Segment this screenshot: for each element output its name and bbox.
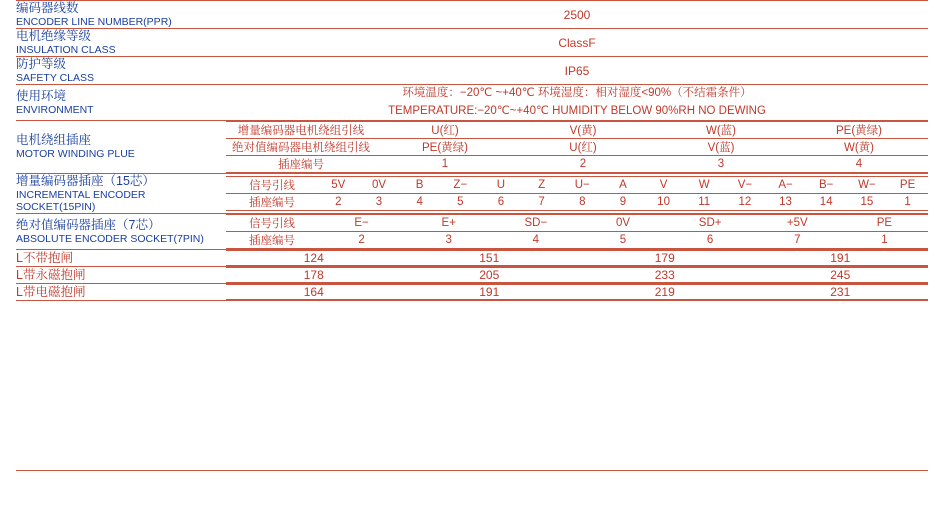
winding-subrow-1 bbox=[226, 121, 928, 138]
incremental-cell: 9 bbox=[603, 194, 644, 211]
incremental-subrow-signal bbox=[226, 177, 928, 194]
absolute-cell: 6 bbox=[667, 232, 754, 249]
row-label-length-permanent-brake: L带永磁抱闸 bbox=[16, 267, 226, 284]
table-row-length-no-brake bbox=[16, 250, 928, 267]
winding-cell: 3 bbox=[652, 155, 790, 172]
winding-lead-1: 增量编码器电机绕组引线 bbox=[226, 121, 376, 138]
incremental-cell: 7 bbox=[521, 194, 562, 211]
row-value-length-electro-brake bbox=[226, 284, 928, 301]
incremental-cell: A bbox=[603, 177, 644, 194]
table-row-encoder-line bbox=[16, 1, 928, 29]
incremental-cell: 5V bbox=[318, 177, 359, 194]
length-cell: 179 bbox=[577, 251, 753, 266]
absolute-cell: 0V bbox=[579, 215, 666, 232]
row-label-incremental-encoder: 增量编码器插座（15芯） INCREMENTAL ENCODER SOCKET(15PIN) bbox=[16, 173, 226, 214]
absolute-cell: 3 bbox=[405, 232, 492, 249]
absolute-subrow-signal bbox=[226, 215, 928, 232]
incremental-cell: 6 bbox=[481, 194, 522, 211]
row-label-environment: 使用环境 ENVIRONMENT bbox=[16, 85, 226, 121]
incremental-cell: 5 bbox=[440, 194, 481, 211]
winding-lead-2: 绝对值编码器电机绕组引线 bbox=[226, 138, 376, 155]
winding-cell: U(红) bbox=[376, 121, 514, 138]
length-cell: 178 bbox=[226, 268, 402, 283]
winding-cell: 2 bbox=[514, 155, 652, 172]
incremental-cell: A− bbox=[765, 177, 806, 194]
table-row-insulation bbox=[16, 29, 928, 57]
length-cell: 191 bbox=[402, 285, 578, 300]
incremental-cell: 8 bbox=[562, 194, 603, 211]
row-value-length-permanent-brake bbox=[226, 267, 928, 284]
absolute-cell: 1 bbox=[841, 232, 928, 249]
absolute-cell: 5 bbox=[579, 232, 666, 249]
incremental-cell: 4 bbox=[399, 194, 440, 211]
row-label-motor-winding: 电机绕组插座 MOTOR WINDING PLUE bbox=[16, 120, 226, 173]
incremental-cell: B− bbox=[806, 177, 847, 194]
absolute-cell: E+ bbox=[405, 215, 492, 232]
incremental-cell: 3 bbox=[359, 194, 400, 211]
row-label-encoder-line: 编码器线数 ENCODER LINE NUMBER(PPR) bbox=[16, 1, 226, 29]
length-cell: 164 bbox=[226, 285, 402, 300]
winding-cell: W(黄) bbox=[790, 138, 928, 155]
incremental-cell: PE bbox=[887, 177, 928, 194]
winding-cell: W(蓝) bbox=[652, 121, 790, 138]
incremental-cell: V bbox=[643, 177, 684, 194]
incremental-cell: W− bbox=[847, 177, 888, 194]
winding-subrow-2 bbox=[226, 138, 928, 155]
incremental-lead-signal: 信号引线 bbox=[226, 177, 318, 194]
length-cell: 151 bbox=[402, 251, 578, 266]
winding-lead-3: 插座编号 bbox=[226, 155, 376, 172]
winding-cell: PE(黄绿) bbox=[790, 121, 928, 138]
incremental-cell: 2 bbox=[318, 194, 359, 211]
row-value-motor-winding bbox=[226, 120, 928, 173]
incremental-cell: 10 bbox=[643, 194, 684, 211]
row-label-safety: 防护等级 SAFETY CLASS bbox=[16, 57, 226, 85]
length-cell: 219 bbox=[577, 285, 753, 300]
row-value-length-no-brake bbox=[226, 250, 928, 267]
incremental-cell: 0V bbox=[359, 177, 400, 194]
absolute-cell: 4 bbox=[492, 232, 579, 249]
absolute-cell: PE bbox=[841, 215, 928, 232]
length-permanent-brake-subtable bbox=[226, 267, 928, 283]
length-cell: 191 bbox=[753, 251, 929, 266]
environment-line-1: 环境温度：−20℃ ~+40℃ 环境湿度：相对湿度<90%（不结霜条件） bbox=[402, 87, 752, 100]
absolute-lead-signal: 信号引线 bbox=[226, 215, 318, 232]
row-value-environment bbox=[226, 85, 928, 121]
incremental-subrow-pin bbox=[226, 194, 928, 211]
winding-subtable bbox=[226, 121, 928, 173]
row-label-length-electro-brake: L带电磁抱闸 bbox=[16, 284, 226, 301]
incremental-cell: W bbox=[684, 177, 725, 194]
incremental-cell: 1 bbox=[887, 194, 928, 211]
length-cell: 233 bbox=[577, 268, 753, 283]
length-electro-brake-subtable bbox=[226, 284, 928, 300]
length-cell: 205 bbox=[402, 268, 578, 283]
incremental-cell: 14 bbox=[806, 194, 847, 211]
row-value-insulation: ClassF bbox=[226, 29, 928, 57]
row-value-encoder-line: 2500 bbox=[226, 1, 928, 29]
absolute-cell: 7 bbox=[754, 232, 841, 249]
table-row-absolute-encoder bbox=[16, 214, 928, 250]
incremental-cell: B bbox=[399, 177, 440, 194]
winding-cell: U(红) bbox=[514, 138, 652, 155]
row-label-length-no-brake: L不带抱闸 bbox=[16, 250, 226, 267]
incremental-subtable bbox=[226, 176, 928, 211]
incremental-cell: U bbox=[481, 177, 522, 194]
environment-line-2: TEMPERATURE:−20℃~+40℃ HUMIDITY BELOW 90%RH NO DEWING bbox=[388, 104, 766, 117]
winding-cell: 4 bbox=[790, 155, 928, 172]
winding-subrow-3 bbox=[226, 155, 928, 172]
incremental-cell: 15 bbox=[847, 194, 888, 211]
absolute-cell: E− bbox=[318, 215, 405, 232]
row-value-safety: IP65 bbox=[226, 57, 928, 85]
specification-table bbox=[16, 0, 928, 301]
winding-cell: PE(黄绿) bbox=[376, 138, 514, 155]
absolute-cell: 2 bbox=[318, 232, 405, 249]
winding-cell: V(黄) bbox=[514, 121, 652, 138]
absolute-cell: +5V bbox=[754, 215, 841, 232]
incremental-cell: Z bbox=[521, 177, 562, 194]
length-no-brake-subtable bbox=[226, 250, 928, 266]
incremental-cell: Z− bbox=[440, 177, 481, 194]
table-row-motor-winding bbox=[16, 120, 928, 173]
incremental-cell: 13 bbox=[765, 194, 806, 211]
incremental-lead-pin: 插座编号 bbox=[226, 194, 318, 211]
incremental-cell: 11 bbox=[684, 194, 725, 211]
length-cell: 245 bbox=[753, 268, 929, 283]
row-label-absolute-encoder: 绝对值编码器插座（7芯） ABSOLUTE ENCODER SOCKET(7PIN) bbox=[16, 214, 226, 250]
incremental-cell: 12 bbox=[725, 194, 766, 211]
bottom-rule bbox=[16, 470, 928, 471]
absolute-lead-pin: 插座编号 bbox=[226, 232, 318, 249]
absolute-cell: SD− bbox=[492, 215, 579, 232]
length-cell: 231 bbox=[753, 285, 929, 300]
incremental-cell: U− bbox=[562, 177, 603, 194]
winding-cell: 1 bbox=[376, 155, 514, 172]
table-row-incremental-encoder bbox=[16, 173, 928, 214]
table-row-length-permanent-brake bbox=[16, 267, 928, 284]
length-cell: 124 bbox=[226, 251, 402, 266]
incremental-cell: V− bbox=[725, 177, 766, 194]
absolute-subtable bbox=[226, 214, 928, 249]
table-row-length-electro-brake bbox=[16, 284, 928, 301]
row-label-insulation: 电机绝缘等级 INSULATION CLASS bbox=[16, 29, 226, 57]
table-row-environment bbox=[16, 85, 928, 121]
table-row-safety bbox=[16, 57, 928, 85]
absolute-cell: SD+ bbox=[667, 215, 754, 232]
row-value-incremental-encoder bbox=[226, 173, 928, 214]
absolute-subrow-pin bbox=[226, 232, 928, 249]
row-value-absolute-encoder bbox=[226, 214, 928, 250]
winding-cell: V(蓝) bbox=[652, 138, 790, 155]
